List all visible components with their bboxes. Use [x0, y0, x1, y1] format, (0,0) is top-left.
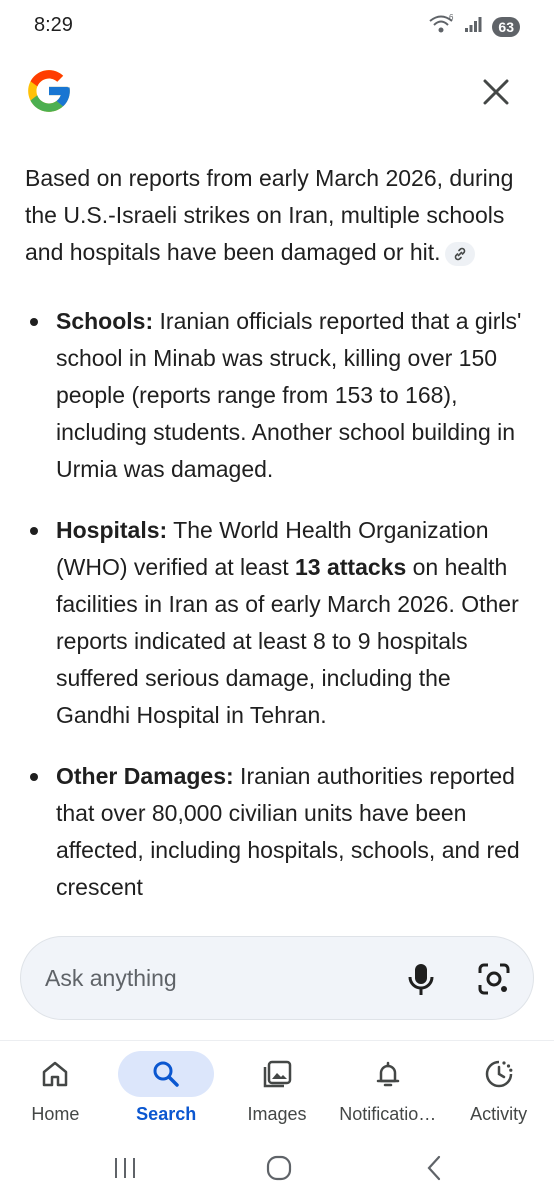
bell-icon [340, 1051, 436, 1097]
recent-apps-button[interactable] [105, 1152, 145, 1184]
network-label: 6 [449, 14, 454, 22]
nav-label: Search [136, 1104, 197, 1124]
back-icon [424, 1154, 444, 1182]
status-icons [428, 14, 520, 39]
answer-intro [0, 160, 554, 271]
voice-search-button[interactable] [406, 962, 436, 996]
bullet-text: Iranian officials reported that a girls' school in Minab was struck, killing over 150 people (reports range from 153 to 168), including students. Another school building in Urmia was damaged. [56, 308, 522, 482]
bullet-schools [0, 303, 554, 488]
bullet-text: The World Health Organization (WHO) verified at least [56, 517, 489, 580]
nav-label: Activity [470, 1104, 528, 1124]
nav-images[interactable] [222, 1041, 333, 1141]
bullet-text: Iranian authorities reported that over 80,000 civilian units have been affected, including hospitals, schools, and red crescent [56, 763, 520, 900]
back-button[interactable] [414, 1152, 454, 1184]
recent-apps-icon [112, 1156, 138, 1180]
nav-label: Images [247, 1104, 307, 1124]
close-icon [482, 78, 510, 106]
bullet-other-damages [0, 758, 554, 906]
camera-lens-icon [477, 962, 511, 996]
microphone-icon [406, 962, 436, 996]
nav-label: Notificatio… [339, 1104, 437, 1124]
ai-answer [0, 160, 554, 930]
activity-icon [451, 1051, 547, 1097]
status-time: 8:29 [34, 14, 73, 36]
bullet-text: on health facilities in Iran as of early March 2026. Other reports indicated at least 8 to 9 hospitals suffered serious damage, including the Gandhi Hospital in Tehran. [56, 554, 519, 728]
battery-icon: 63 [492, 17, 520, 37]
bullet-label: Schools: [56, 308, 154, 334]
source-link-button[interactable] [445, 242, 475, 266]
bullet-highlight: 13 attacks [295, 554, 407, 580]
nav-home[interactable] [0, 1041, 111, 1141]
nav-activity[interactable] [443, 1041, 554, 1141]
wifi-icon [428, 14, 454, 39]
link-icon [452, 246, 468, 262]
bullet-label: Other Damages: [56, 763, 234, 789]
ask-placeholder: Ask anything [45, 965, 177, 991]
nav-notifications[interactable] [332, 1041, 443, 1141]
images-icon [229, 1051, 325, 1097]
search-icon [118, 1051, 214, 1097]
lens-search-button[interactable] [477, 962, 511, 996]
answer-intro-text: Based on reports from early March 2026, during the U.S.-Israeli strikes on Iran, multiple schools and hospitals have been damaged or hit. [25, 165, 514, 265]
header [0, 56, 554, 136]
home-system-button[interactable] [259, 1152, 299, 1184]
bottom-navigation [0, 1040, 554, 1141]
answer-bullet-list [0, 303, 554, 906]
close-button[interactable] [482, 78, 510, 106]
nav-label: Home [31, 1104, 80, 1124]
system-navigation-bar [0, 1140, 554, 1200]
home-circle-icon [265, 1154, 293, 1182]
status-bar [0, 0, 554, 56]
bullet-label: Hospitals: [56, 517, 168, 543]
signal-icon [464, 15, 482, 38]
google-g-logo [24, 66, 74, 116]
bullet-hospitals [0, 512, 554, 734]
ask-input[interactable] [20, 936, 534, 1020]
home-icon [7, 1051, 103, 1097]
nav-search[interactable] [111, 1041, 222, 1141]
